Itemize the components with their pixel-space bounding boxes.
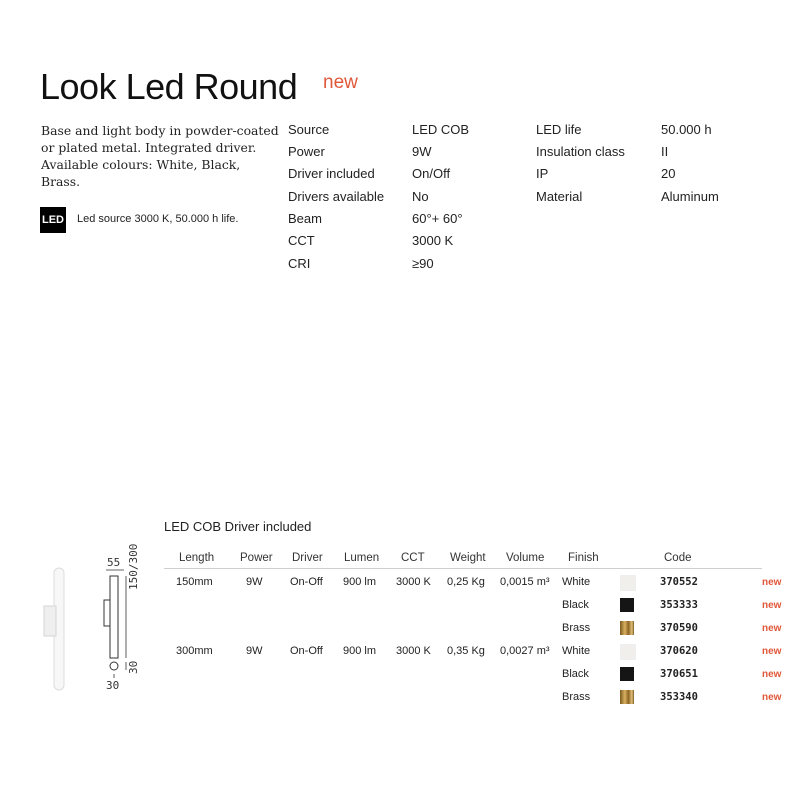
lamp-base: [44, 606, 56, 636]
product-title: Look Led Round: [40, 66, 298, 107]
new-tag: new: [762, 600, 782, 611]
finish-name: White: [562, 576, 591, 588]
led-icon: LED: [40, 207, 66, 233]
finish-swatch: [620, 575, 636, 591]
new-tag: new: [762, 623, 782, 634]
spec-value: Aluminum: [661, 189, 719, 204]
column-header: Driver: [292, 552, 323, 564]
dim-height: 150/300: [127, 543, 140, 590]
dim-depth-b: 30: [127, 660, 140, 674]
spec-value: ≥90: [412, 256, 434, 271]
cell-driver: On-Off: [290, 576, 323, 588]
column-header: CCT: [401, 552, 425, 564]
product-code: 353333: [660, 599, 698, 611]
cell-length: 150mm: [176, 576, 213, 588]
spec-label: CCT: [288, 233, 315, 248]
column-header: Volume: [506, 552, 545, 564]
spec-label: Insulation class: [536, 144, 625, 159]
spec-value: On/Off: [412, 166, 451, 181]
finish-swatch: [620, 598, 634, 612]
column-header: Weight: [450, 552, 486, 564]
product-code: 370590: [660, 622, 698, 634]
finish-swatch: [620, 667, 634, 681]
spec-label: Source: [288, 122, 330, 137]
cell-driver: On-Off: [290, 645, 323, 657]
dim-width: 55: [107, 556, 121, 569]
product-code: 370552: [660, 576, 698, 588]
spec-value: 9W: [412, 144, 432, 159]
new-tag: new: [762, 646, 782, 657]
top-view-circle: [110, 662, 118, 670]
dim-depth-a: 30: [106, 679, 120, 692]
cell-cct: 3000 K: [396, 576, 431, 588]
spec-label: LED life: [536, 122, 582, 137]
spec-label: Beam: [288, 211, 322, 226]
column-header: Finish: [568, 552, 599, 564]
finish-name: Brass: [562, 622, 591, 634]
spec-label: Power: [288, 144, 325, 159]
spec-label: Driver included: [288, 166, 375, 181]
finish-name: Black: [562, 599, 589, 611]
spec-label: Material: [536, 189, 583, 204]
product-code: 353340: [660, 691, 698, 703]
spec-value: 3000 K: [412, 233, 454, 248]
cell-weight: 0,35 Kg: [447, 645, 485, 657]
cell-power: 9W: [246, 576, 263, 588]
finish-swatch: [620, 621, 634, 635]
finish-swatch: [620, 690, 634, 704]
cell-volume: 0,0015 m³: [500, 576, 550, 588]
column-header: Power: [240, 552, 273, 564]
cell-volume: 0,0027 m³: [500, 645, 550, 657]
cell-cct: 3000 K: [396, 645, 431, 657]
column-header: Code: [664, 552, 692, 564]
side-view-base: [104, 600, 110, 626]
finish-name: White: [562, 645, 591, 657]
product-code: 370651: [660, 668, 698, 680]
spec-label: CRI: [288, 256, 311, 271]
new-tag: new: [762, 692, 782, 703]
finish-swatch: [620, 644, 636, 660]
column-header: Lumen: [344, 552, 380, 564]
spec-value: No: [412, 189, 429, 204]
new-tag: new: [762, 669, 782, 680]
cell-power: 9W: [246, 645, 263, 657]
product-code: 370620: [660, 645, 698, 657]
spec-value: 50.000 h: [661, 122, 712, 137]
header-divider: [164, 568, 762, 569]
product-drawing: [30, 548, 160, 698]
spec-value: 20: [661, 166, 676, 181]
product-description: Base and light body in powder-coated or plated metal. Integrated driver. Available colours: White, Black, Brass.: [41, 123, 279, 189]
cell-lumen: 900 lm: [343, 645, 377, 657]
spec-value: 60°+ 60°: [412, 211, 463, 226]
new-tag: new: [762, 577, 782, 588]
spec-value: II: [661, 144, 669, 159]
spec-label: Drivers available: [288, 189, 385, 204]
finish-name: Black: [562, 668, 589, 680]
cell-weight: 0,25 Kg: [447, 576, 485, 588]
spec-label: IP: [536, 166, 549, 181]
finish-name: Brass: [562, 691, 591, 703]
column-header: Length: [179, 552, 215, 564]
section-title: LED COB Driver included: [164, 519, 312, 534]
side-view-body: [110, 576, 118, 658]
led-note-text: Led source 3000 K, 50.000 h life.: [77, 213, 239, 225]
new-badge: new: [323, 72, 358, 93]
spec-value: LED COB: [412, 122, 470, 137]
cell-lumen: 900 lm: [343, 576, 377, 588]
cell-length: 300mm: [176, 645, 213, 657]
